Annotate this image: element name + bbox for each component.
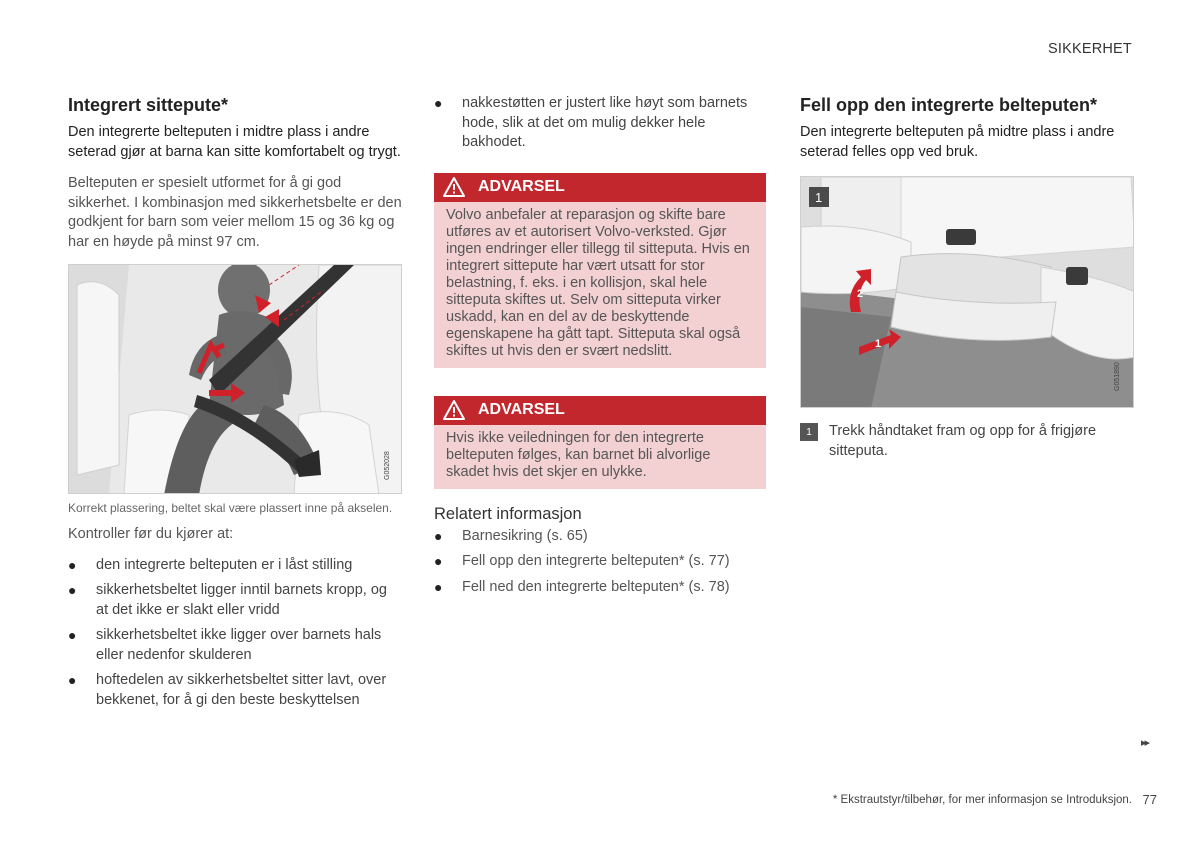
related-link[interactable]: ● Barnesikring (s. 65) [434,527,588,544]
related-links [434,527,766,598]
figure-code: G052028 [384,451,391,480]
next-page-icon[interactable]: ▸▸ [1140,737,1148,749]
section-heading: SIKKERHET [1048,41,1132,57]
related-info-heading: Relatert informasjon [434,504,582,523]
arrow-label-2: 2 [857,288,864,300]
column-middle [434,94,766,603]
seat-cushion-illustration [800,176,1134,408]
section-title: Fell opp den integrerte belteputen* [800,95,1098,115]
figure-badge: 1 [815,190,823,205]
related-link[interactable]: ● Fell ned den integrerte belteputen* (s. 78) [434,578,730,595]
checklist-intro: Kontroller før du kjører at: [68,526,234,542]
warning-box [434,396,766,489]
child-dummy-drawing [69,265,402,494]
warning-label: ADVARSEL [478,401,565,418]
warning-header [434,396,766,425]
intro-text: Den integrerte belteputen på midtre plass i andre seterad felles opp ved bruk. [800,124,1115,160]
warning-label: ADVARSEL [478,178,565,195]
column-right [800,94,1134,461]
warning-triangle-icon [442,176,466,198]
column-left [68,94,402,716]
checklist [68,556,402,711]
list-item: ● sikkerhetsbeltet ligger inntil barnets kropp, og at det ikke er slakt eller vridd [68,582,387,618]
footnote: * Ekstrautstyr/tilbehør, for mer informasjon se Introduksjon. [832,794,1132,806]
list-item: ● nakkestøtten er justert like høyt som barnets hode, slik at det om mulig dekker hele bakhodet. [434,95,748,150]
warning-box [434,173,766,368]
warning-text: Volvo anbefaler at reparasjon og skifte bare utføres av et autorisert Volvo-verksted. Gjør ingen endringer eller tillegg til sitteputa. Hvis en integrert sittepute har vært utsatt for stor belastning, f. eks. i en kollisjon, skal hele sitteputa skiftes ut. Selv om sitteputa virker uskadd, kan en del av de beskyttende egenskapene ha gått tapt. Sitteputa skal også skiftes ut hvis den er svært nedslitt. [434,202,766,368]
list-item: ● sikkerhetsbeltet ikke ligger over barnets hals eller nedenfor skulderen [68,627,382,663]
child-seat-illustration [68,264,402,494]
arrow-label-1: 1 [875,338,882,350]
page-number: 77 [1142,792,1157,807]
section-title: Integrert sittepute* [68,95,229,115]
warning-triangle-icon [442,399,466,421]
step-text: Trekk håndtaket fram og opp for å frigjøre sitteputa. [829,423,1097,459]
list-item: ● hoftedelen av sikkerhetsbeltet sitter lavt, over bekkenet, for å gi den beste beskyttelsen [68,672,387,708]
instruction-step [800,422,1134,461]
list-item: ● den integrerte belteputen er i låst stilling [68,556,353,573]
figure-caption: Korrekt plassering, beltet skal være plassert inne på akselen. [68,501,393,515]
warning-header [434,173,766,202]
rear-seat-drawing [801,177,1134,408]
continued-checklist [434,94,766,153]
figure-code: G051890 [1114,362,1121,391]
body-text: Belteputen er spesielt utformet for å gi god sikkerhet. I kombinasjon med sikkerhetsbelte er den godkjent for barn som veier mellom 15 og 36 kg og har en høyde på minst 97 cm. [68,175,402,250]
related-link[interactable]: ● Fell opp den integrerte belteputen* (s. 77) [434,553,730,569]
step-number: 1 [800,423,818,441]
intro-text: Den integrerte belteputen i midtre plass i andre seterad gjør at barna kan sitte komfortabelt og trygt. [68,124,401,160]
warning-text: Hvis ikke veiledningen for den integrerte belteputen følges, kan barnet bli alvorlige skadet hvis det skjer en ulykke. [434,425,766,489]
